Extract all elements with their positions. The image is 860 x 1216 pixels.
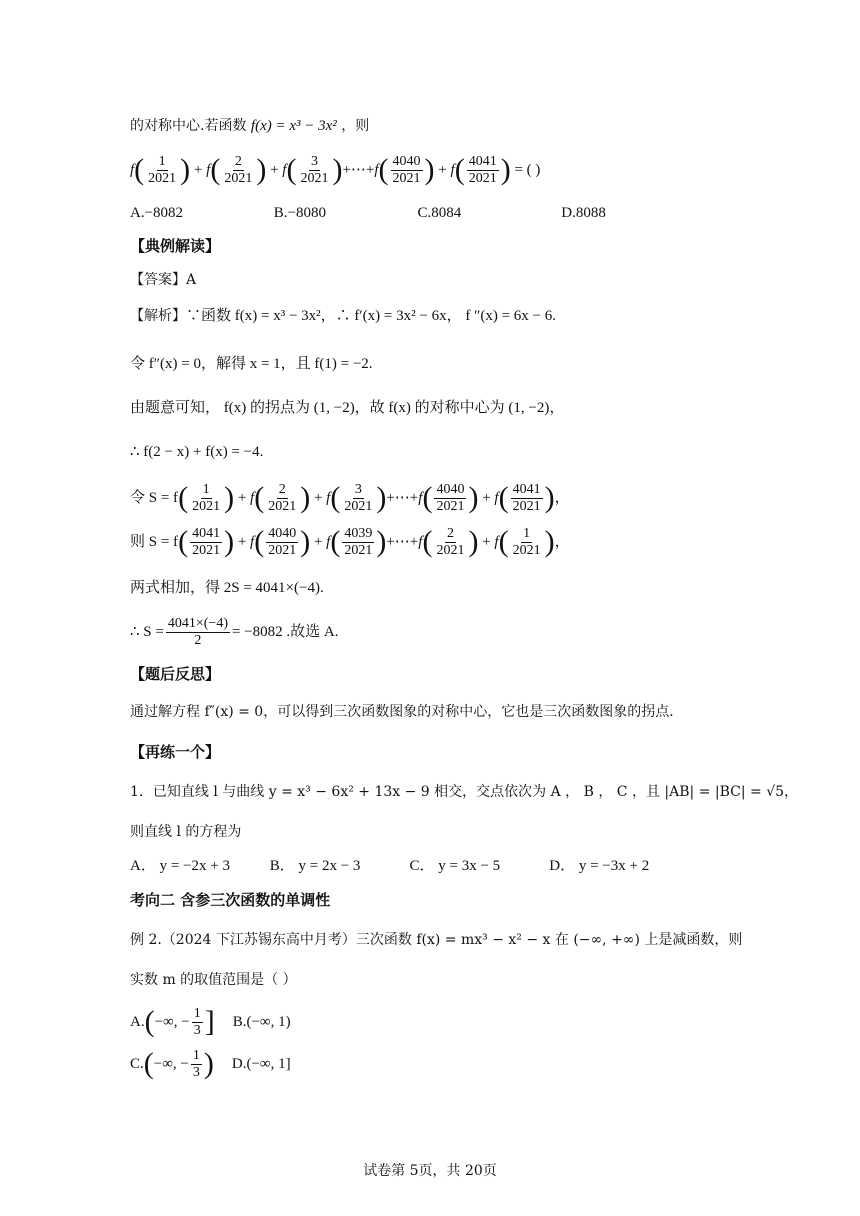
- section-example-heading: 【典例解读】: [130, 237, 221, 255]
- question-options: [130, 203, 701, 223]
- fraction: $\frac{4041}{2021}$: [468, 153, 497, 186]
- sum-S-line-2: 则 S = f ( $\frac{4041}{2021}$ ) + f ( $\frac{4040}{2021}$ ) + f ( $\frac{4039}{2021}$ ) +⋯+ f ( $\frac{2}{2021}$ ) + f ( $\frac{1}{2021}$ ) ，: [130, 525, 570, 558]
- fraction: $\frac{1}{2021}$: [148, 153, 177, 186]
- practice-question: 1．已知直线 l 与曲线 y = x³ − 6x² + 13x − 9 相交，交点依次为 A ， B ， C ，且 |AB| = |BC| = √5，: [130, 784, 799, 800]
- example-2-options-ab: A. ( −∞, − $\frac{1}{3}$ ] B.(−∞, 1): [130, 1005, 291, 1038]
- fraction: $\frac{1}{3}$: [193, 1005, 201, 1038]
- fraction: $\frac{1}{3}$: [192, 1047, 200, 1080]
- fraction: $\frac{3}{2021}$: [300, 153, 329, 186]
- fraction: $\frac{4041}{2021}$: [192, 525, 221, 558]
- analysis-label: 【解析】: [130, 308, 186, 324]
- step-2: 由题意可知， f(x) 的拐点为 (1, −2)，故 f(x) 的对称中心为 (1, −2)，: [130, 400, 565, 416]
- intro-suffix: ，则: [341, 118, 370, 134]
- practice-options: [130, 856, 685, 876]
- step-1: 令 f″(x) = 0，解得 x = 1，且 f(1) = −2.: [130, 356, 373, 372]
- function-def: f(x) = x³ − 3x²: [250, 118, 337, 134]
- fraction: $\frac{2}{2021}$: [224, 153, 253, 186]
- fraction: $\frac{4039}{2021}$: [344, 525, 373, 558]
- fraction: $\frac{2}{2021}$: [436, 525, 465, 558]
- option-d: D.(−∞, 1]: [231, 1056, 291, 1072]
- option-b: B.(−∞, 1): [232, 1014, 291, 1030]
- option-d: D.8088: [561, 205, 606, 221]
- section-reflect-heading: 【题后反思】: [130, 665, 221, 683]
- analysis-line: [130, 306, 556, 326]
- fraction: $\frac{2}{2021}$: [268, 481, 297, 514]
- option-a: A.−8082: [130, 205, 184, 221]
- intro-line: [130, 116, 369, 136]
- section-practice-heading: 【再练一个】: [130, 743, 221, 761]
- option-b: B． y = 2x − 3: [269, 858, 361, 874]
- intro-text: 的对称中心.若函数: [130, 118, 247, 134]
- option-c: C.8084: [417, 205, 462, 221]
- example-2-question: 例 2.（2024 下江苏锡东高中月考）三次函数 f(x) = mx³ − x² − x 在 (−∞, +∞) 上是减函数，则: [130, 932, 743, 948]
- answer-line: 【答案】A: [130, 272, 197, 288]
- step-5: ∴ S = $\frac{4041\times(-4)}{2}$ = −8082 .故选 A.: [130, 615, 339, 648]
- step-3: ∴ f(2 − x) + f(x) = −4.: [130, 444, 264, 460]
- example-2-options-cd: C. ( −∞, − $\frac{1}{3}$ ) D.(−∞, 1]: [130, 1047, 291, 1080]
- section-2-title: 考向二 含参三次函数的单调性: [130, 891, 331, 909]
- fraction: $\frac{1}{2021}$: [512, 525, 541, 558]
- fraction: $\frac{1}{2021}$: [192, 481, 221, 514]
- sum-expression: f ( $\frac{1}{2021}$ ) + f ( $\frac{2}{2021}$ ) + f ( $\frac{3}{2021}$ ) +⋯+ f ( $\frac{4040}{2021}$ ) + f ( $\frac{4041}{2021}$ ) = ( ): [130, 153, 541, 186]
- reflect-text: 通过解方程 f″(x) = 0，可以得到三次函数图象的对称中心，它也是三次函数图象的拐点.: [130, 704, 674, 720]
- option-c: C． y = 3x − 5: [409, 858, 501, 874]
- fraction: $\frac{3}{2021}$: [344, 481, 373, 514]
- practice-question-line-2: 则直线 l 的方程为: [130, 824, 242, 840]
- option-d: D． y = −3x + 2: [549, 858, 650, 874]
- fraction: $\frac{4041}{2021}$: [512, 481, 541, 514]
- fraction: $\frac{4040}{2021}$: [436, 481, 465, 514]
- option-b: B.−8080: [273, 205, 326, 221]
- step-4: 两式相加，得 2S = 4041×(−4).: [130, 580, 324, 596]
- page-footer: 试卷第 5页，共 20页: [363, 1163, 497, 1179]
- fraction: $\frac{4040}{2021}$: [392, 153, 421, 186]
- fraction: $\frac{4040}{2021}$: [268, 525, 297, 558]
- option-a: A． y = −2x + 3: [130, 858, 230, 874]
- analysis-text: ∵函数 f(x) = x³ − 3x²，∴ f′(x) = 3x² − 6x， f ″(x) = 6x − 6.: [186, 308, 556, 324]
- fraction: $\frac{4041\times(-4)}{2}$: [167, 615, 228, 648]
- sum-S-line-1: 令 S = f ( $\frac{1}{2021}$ ) + f ( $\frac{2}{2021}$ ) + f ( $\frac{3}{2021}$ ) +⋯+ f ( $\frac{4040}{2021}$ ) + f ( $\frac{4041}{2021}$ ) ，: [130, 481, 570, 514]
- answer-blank: = ( ): [514, 162, 541, 178]
- example-2-question-line-2: 实数 m 的取值范围是（ ）: [130, 972, 297, 988]
